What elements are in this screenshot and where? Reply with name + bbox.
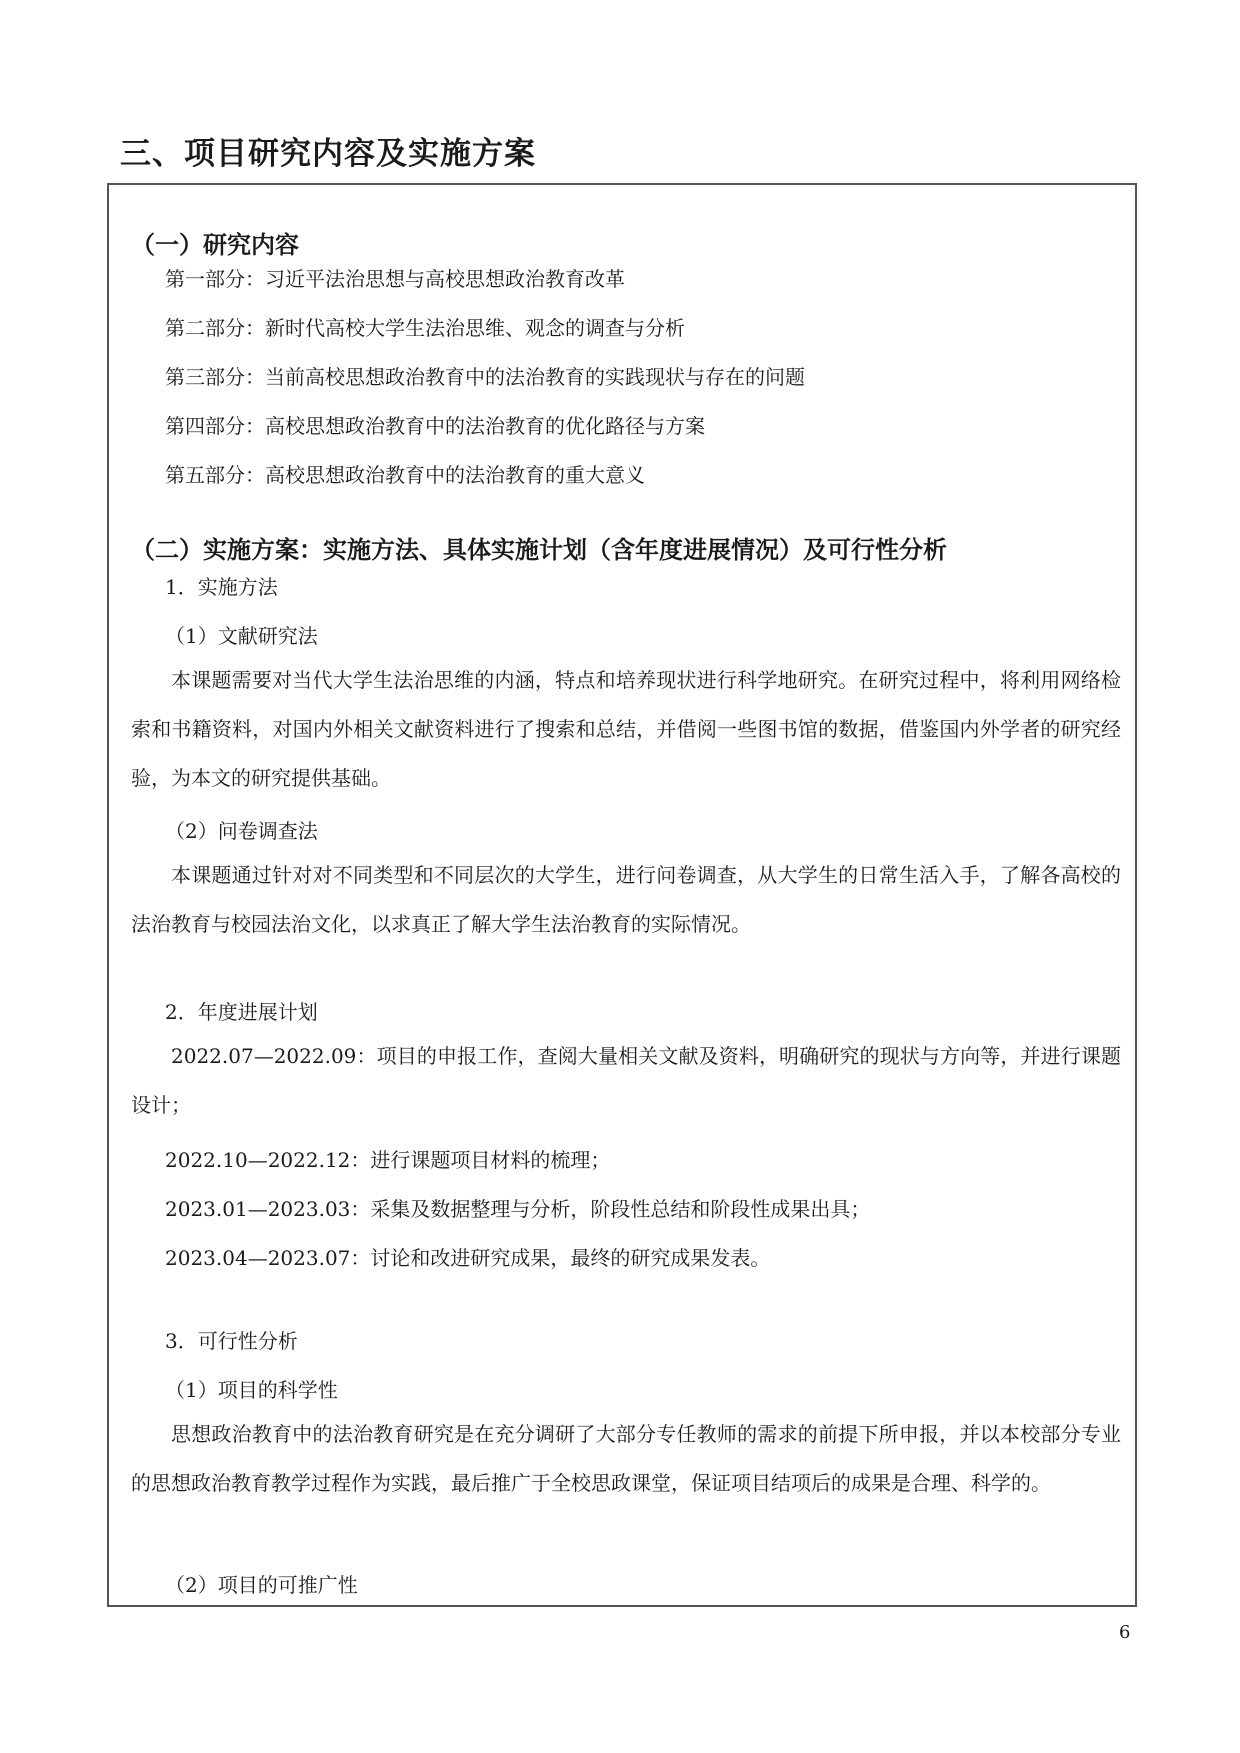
research-part-5: 第五部分：高校思想政治教育中的法治教育的重大意义 xyxy=(165,463,645,487)
plan-item-2: 2022.10—2022.12：进行课题项目材料的梳理； xyxy=(165,1148,611,1172)
plan-item-1: 2022.07—2022.09：项目的申报工作，查阅大量相关文献及资料，明确研究的现状与方向等，并进行课题设计； xyxy=(131,1044,1121,1117)
scientific-heading: （1）项目的科学性 xyxy=(165,1378,338,1402)
literature-method-paragraph: 本课题需要对当代大学生法治思维的内涵，特点和培养现状进行科学地研究。在研究过程中，将利用网络检索和书籍资料，对国内外相关文献资料进行了搜索和总结，并借阅一些图书馆的数据，借鉴国内外学者的研究经验，为本文的研究提供基础。 xyxy=(131,668,1121,790)
research-part-4: 第四部分：高校思想政治教育中的法治教育的优化路径与方案 xyxy=(165,414,705,438)
scientific-paragraph: 思想政治教育中的法治教育研究是在充分调研了大部分专任教师的需求的前提下所申报，并以本校部分专业的思想政治教育教学过程作为实践，最后推广于全校思政课堂，保证项目结项后的成果是合理、科学的。 xyxy=(131,1422,1121,1495)
research-part-1: 第一部分：习近平法治思想与高校思想政治教育改革 xyxy=(165,267,625,291)
plan-item-3: 2023.01—2023.03：采集及数据整理与分析，阶段性总结和阶段性成果出具； xyxy=(165,1197,871,1221)
survey-method-heading: （2）问卷调查法 xyxy=(165,819,318,843)
methods-heading: 1．实施方法 xyxy=(165,575,278,599)
plan-item-4: 2023.04—2023.07：讨论和改进研究成果，最终的研究成果发表。 xyxy=(165,1246,771,1270)
research-part-3: 第三部分：当前高校思想政治教育中的法治教育的实践现状与存在的问题 xyxy=(165,365,805,389)
section-research-content-title: （一）研究内容 xyxy=(131,231,299,259)
survey-method-paragraph: 本课题通过针对对不同类型和不同层次的大学生，进行问卷调查，从大学生的日常生活入手，了解各高校的法治教育与校园法治文化，以求真正了解大学生法治教育的实际情况。 xyxy=(131,863,1121,936)
feasibility-heading: 3．可行性分析 xyxy=(165,1329,298,1353)
content-table xyxy=(107,183,1137,1607)
page-title: 三、项目研究内容及实施方案 xyxy=(120,136,536,172)
page-number: 6 xyxy=(1119,1622,1131,1643)
annual-plan-heading: 2．年度进展计划 xyxy=(165,1000,318,1024)
promotable-heading: （2）项目的可推广性 xyxy=(165,1573,358,1597)
section-implementation-title: （二）实施方案：实施方法、具体实施计划（含年度进展情况）及可行性分析 xyxy=(131,536,947,564)
research-part-2: 第二部分：新时代高校大学生法治思维、观念的调查与分析 xyxy=(165,316,685,340)
literature-method-heading: （1）文献研究法 xyxy=(165,624,318,648)
